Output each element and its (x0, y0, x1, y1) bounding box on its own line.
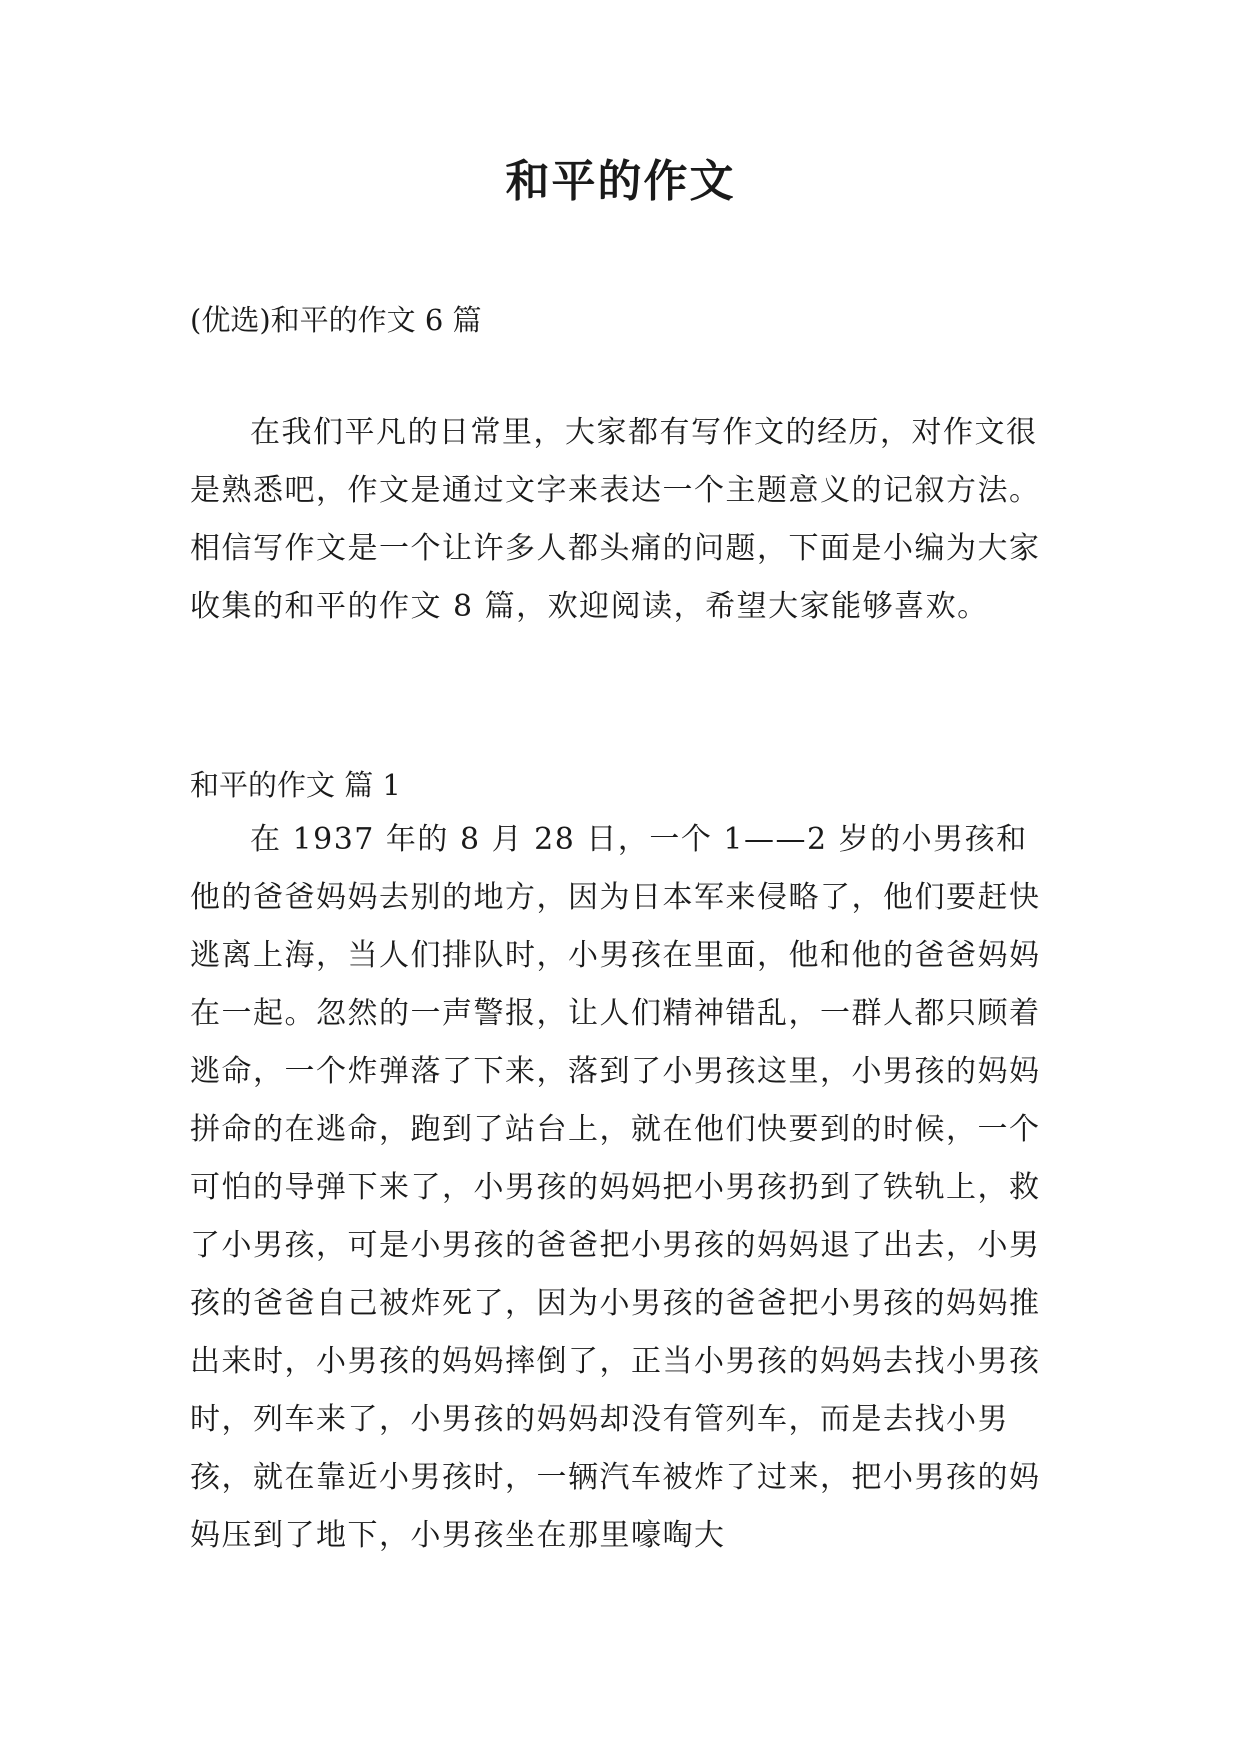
section-body-paragraph: 在 1937 年的 8 月 28 日，一个 1——2 岁的小男孩和他的爸爸妈妈去别的地方，因为日本军来侵略了，他们要赶快逃离上海，当人们排队时，小男孩在里面，他和他的爸爸妈妈在一起。忽然的一声警报，让人们精神错乱，一群人都只顾着逃命，一个炸弹落了下来，落到了小男孩这里，小男孩的妈妈拼命的在逃命，跑到了站台上，就在他们快要到的时候，一个可怕的导弹下来了，小男孩的妈妈把小男孩扔到了铁轨上，救了小男孩，可是小男孩的爸爸把小男孩的妈妈退了出去，小男孩的爸爸自己被炸死了，因为小男孩的爸爸把小男孩的妈妈推出来时，小男孩的妈妈摔倒了，正当小男孩的妈妈去找小男孩时，列车来了，小男孩的妈妈却没有管列车，而是去找小男孩，就在靠近小男孩时，一辆汽车被炸了过来，把小男孩的妈妈压到了地下，小男孩坐在那里嚎啕大 (190, 822, 1041, 1553)
document-title: 和平的作文 (505, 156, 736, 207)
section-heading: 和平的作文 篇 1 (190, 768, 401, 802)
document-subtitle: (优选)和平的作文 6 篇 (190, 303, 482, 337)
intro-paragraph: 在我们平凡的日常里，大家都有写作文的经历，对作文很是熟悉吧，作文是通过文字来表达一个主题意义的记叙方法。相信写作文是一个让许多人都头痛的问题，下面是小编为大家收集的和平的作文 8 篇，欢迎阅读，希望大家能够喜欢。 (190, 415, 1041, 624)
